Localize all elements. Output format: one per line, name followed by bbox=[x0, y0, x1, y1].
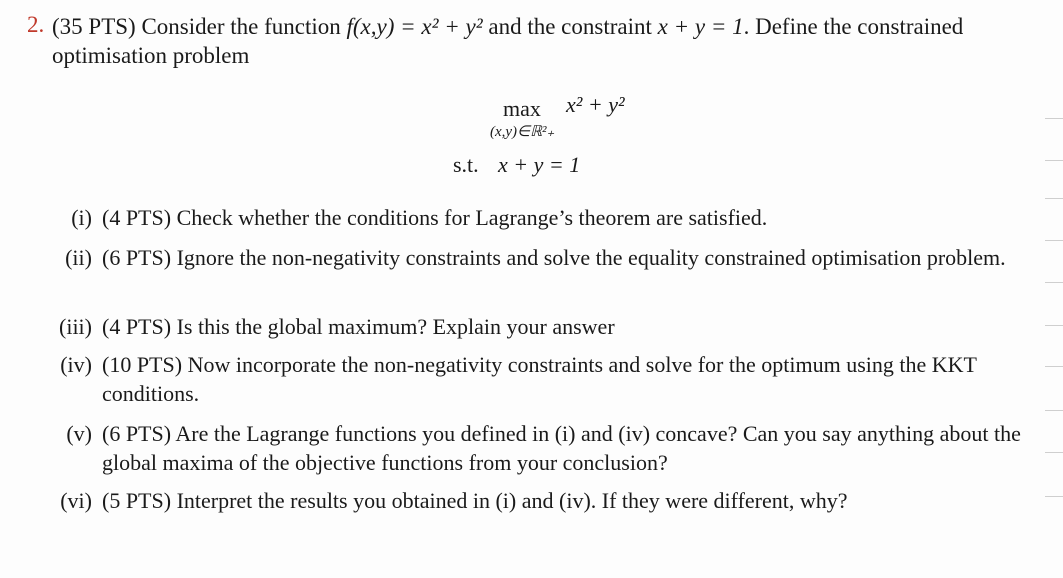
question-points: (35 PTS) bbox=[52, 14, 136, 39]
margin-line bbox=[1045, 198, 1063, 199]
intro-text-4: optimisation problem bbox=[52, 43, 250, 68]
margin-line bbox=[1045, 410, 1063, 411]
margin-line bbox=[1045, 160, 1063, 161]
question-statement bbox=[52, 12, 1052, 70]
sub-question-points: (4 PTS) bbox=[102, 205, 172, 230]
sub-question-text: Now incorporate the non-negativity constraints and solve for the optimum using the KKT conditions. bbox=[102, 352, 977, 406]
sub-question-text: Check whether the conditions for Lagrange’s theorem are satisfied. bbox=[176, 205, 768, 230]
sub-question-label: (iv) bbox=[60, 352, 92, 377]
sub-question-points: (4 PTS) bbox=[102, 314, 172, 339]
sub-question-points: (6 PTS) bbox=[102, 421, 172, 446]
margin-line bbox=[1045, 452, 1063, 453]
margin-line bbox=[1045, 366, 1063, 367]
sub-question-points: (6 PTS) bbox=[102, 245, 172, 270]
intro-text-1: Consider the function bbox=[141, 14, 341, 39]
sub-question-label: (iii) bbox=[59, 314, 92, 339]
sub-question-text: Is this the global maximum? Explain your answer bbox=[176, 314, 615, 339]
sub-question-text: Interpret the results you obtained in (i) and (iv). If they were different, why? bbox=[176, 488, 848, 513]
sub-question-points: (5 PTS) bbox=[102, 488, 172, 513]
sub-question-text: Are the Lagrange functions you defined in (i) and (iv) concave? Can you say anything about the global maxima of the objective functions from your conclusion? bbox=[102, 421, 1021, 475]
subject-to-label: s.t. bbox=[453, 152, 479, 177]
constraint-expression: x + y = 1 bbox=[657, 14, 744, 39]
problem-constraint: x + y = 1 bbox=[498, 152, 581, 177]
intro-text-3: . Define the constrained bbox=[743, 14, 964, 39]
sub-question-label: (vi) bbox=[60, 488, 92, 513]
intro-text-2: and the constraint bbox=[488, 14, 652, 39]
margin-line bbox=[1045, 325, 1063, 326]
objective-function: x² + y² bbox=[566, 92, 625, 117]
max-operator: max bbox=[503, 96, 541, 121]
margin-line bbox=[1045, 496, 1063, 497]
sub-question-label: (ii) bbox=[65, 245, 92, 270]
question-number: 2. bbox=[27, 12, 45, 37]
function-expression: f(x,y) = x² + y² bbox=[346, 14, 483, 39]
margin-line bbox=[1045, 118, 1063, 119]
sub-question-label: (i) bbox=[71, 205, 92, 230]
sub-question-label: (v) bbox=[66, 421, 92, 446]
margin-line bbox=[1045, 282, 1063, 283]
sub-question-text: Ignore the non-negativity constraints and solve the equality constrained optimisation problem. bbox=[176, 245, 1006, 270]
max-domain: (x,y)∈ℝ²₊ bbox=[490, 124, 555, 140]
sub-question-points: (10 PTS) bbox=[102, 352, 183, 377]
margin-line bbox=[1045, 240, 1063, 241]
